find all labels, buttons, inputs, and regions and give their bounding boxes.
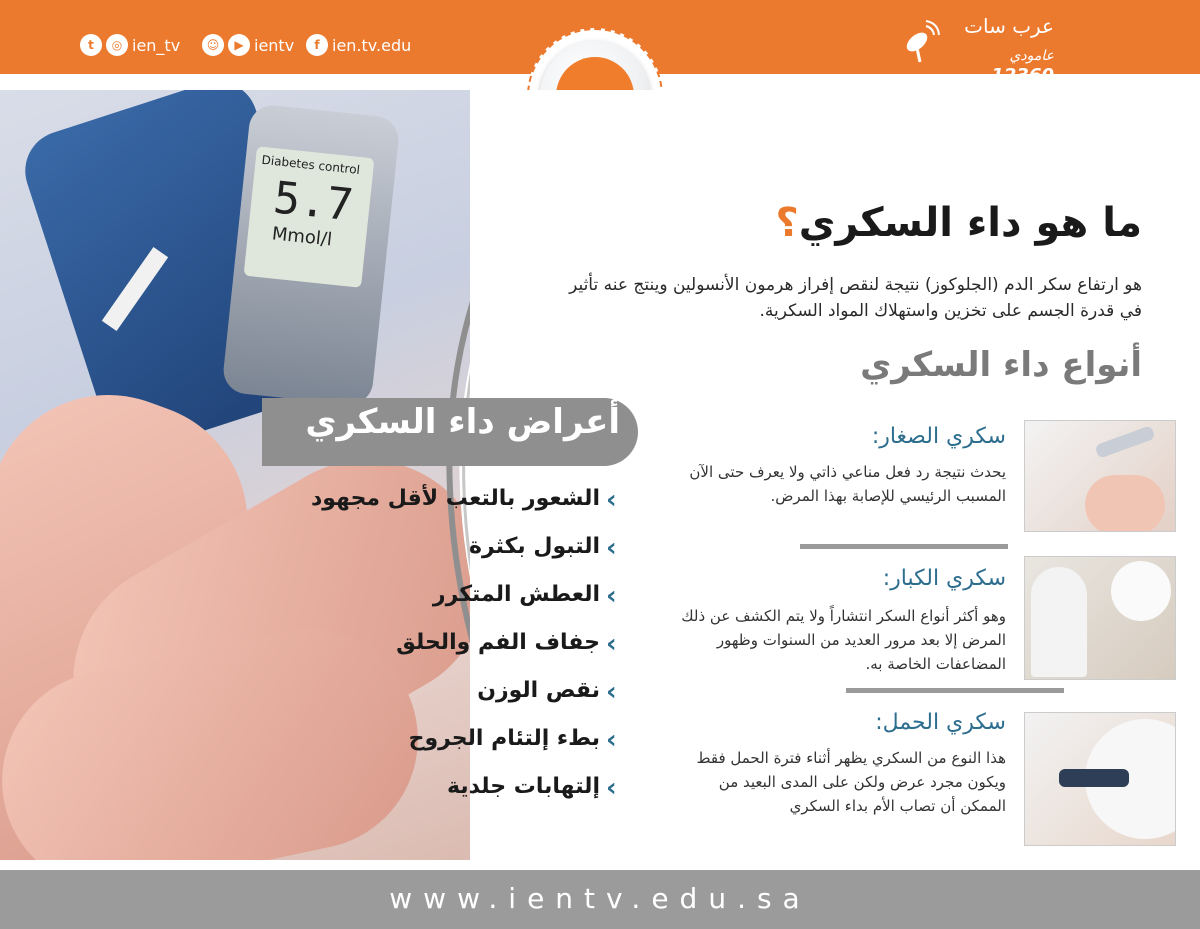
satellite-freq: 12360 (991, 65, 1054, 86)
types-title: أنواع داء السكري (860, 345, 1142, 385)
meter-label: Diabetes control (260, 152, 361, 178)
symptoms-title: أعراض داء السكري (305, 402, 620, 442)
satellite-label: عامودي (1009, 48, 1054, 64)
symptom-item: التبول بكثرة (468, 534, 600, 559)
chevron-left-icon: ‹ (606, 581, 617, 611)
divider-2 (846, 688, 1064, 693)
chevron-left-icon: ‹ (606, 485, 617, 515)
pregnancy-meter (1059, 769, 1129, 787)
facebook-icon: f (306, 34, 328, 56)
meter-unit: Mmol/l (270, 223, 333, 251)
chevron-left-icon: ‹ (606, 629, 617, 659)
chevron-left-icon: ‹ (606, 677, 617, 707)
satellite-name: عرب سات (964, 14, 1054, 38)
social-handle-2: ientv (254, 35, 295, 55)
satellite-dish-icon (900, 20, 940, 64)
chevron-left-icon: ‹ (606, 725, 617, 755)
baby-photo (1024, 420, 1176, 532)
adult-photo (1024, 556, 1176, 680)
type-text-2: وهو أكثر أنواع السكر انتشاراً ولا يتم الكشف عن ذلك المرض إلا بعد مرور العديد من السنوات وظهور المضاعفات الخاصة به. (681, 607, 1006, 673)
type-text-1: يحدث نتيجة رد فعل مناعي ذاتي ولا يعرف حتى الآن المسبب الرئيسي للإصابة بهذا المرض. (689, 463, 1006, 505)
symptom-item: الشعور بالتعب لأقل مجهود (310, 486, 600, 511)
divider-1 (800, 544, 1008, 549)
social-facebook[interactable] (306, 32, 411, 58)
chevron-left-icon: ‹ (606, 533, 617, 563)
social-handle-1: ien_tv (132, 35, 181, 55)
footer-url[interactable]: www.ientv.edu.sa (389, 882, 811, 915)
symptom-item: جفاف الفم والحلق (396, 630, 600, 655)
symptom-item: العطش المتكرر (432, 582, 600, 607)
main-title (775, 200, 1142, 246)
instagram-icon: ◎ (106, 34, 128, 56)
snapchat-icon: ☺ (202, 34, 224, 56)
social-snap-youtube[interactable] (202, 32, 294, 58)
symptom-item: نقص الوزن (477, 678, 600, 703)
twitter-icon: t (80, 34, 102, 56)
pregnancy-photo (1024, 712, 1176, 846)
social-handle-3: ien.tv.edu (332, 35, 412, 55)
adult-figure (1031, 567, 1087, 677)
symptom-item: بطء إلتئام الجروح (408, 726, 600, 751)
intro-text: هو ارتفاع سكر الدم (الجلوكوز) نتيجة لنقص إفراز هرمون الأنسولين وينتج عنه تأثير في قدرة الجسم على تخزين واستهلاك المواد السكرية. (569, 275, 1142, 321)
chevron-left-icon: ‹ (606, 773, 617, 803)
type-text-3: هذا النوع من السكري يظهر أثناء فترة الحمل فقط ويكون مجرد عرض ولكن على المدى البعيد من الممكن أن تصاب الأم بداء السكري (696, 749, 1006, 815)
satellite-frequency (946, 44, 1054, 86)
main-title-text: ما هو داء السكري (798, 200, 1142, 246)
social-twitter-instagram[interactable] (80, 32, 180, 58)
baby-head (1085, 475, 1165, 532)
doctor-figure (1111, 561, 1171, 621)
question-mark: ؟ (775, 200, 799, 246)
meter-value: 5.7 (271, 172, 356, 232)
baby-meter (1094, 425, 1155, 459)
type-heading-3: سكري الحمل: (875, 710, 1006, 735)
youtube-icon: ▶ (228, 34, 250, 56)
type-heading-1: سكري الصغار: (871, 424, 1006, 449)
symptom-item: إلتهابات جلدية (446, 774, 600, 799)
type-heading-2: سكري الكبار: (882, 566, 1006, 591)
